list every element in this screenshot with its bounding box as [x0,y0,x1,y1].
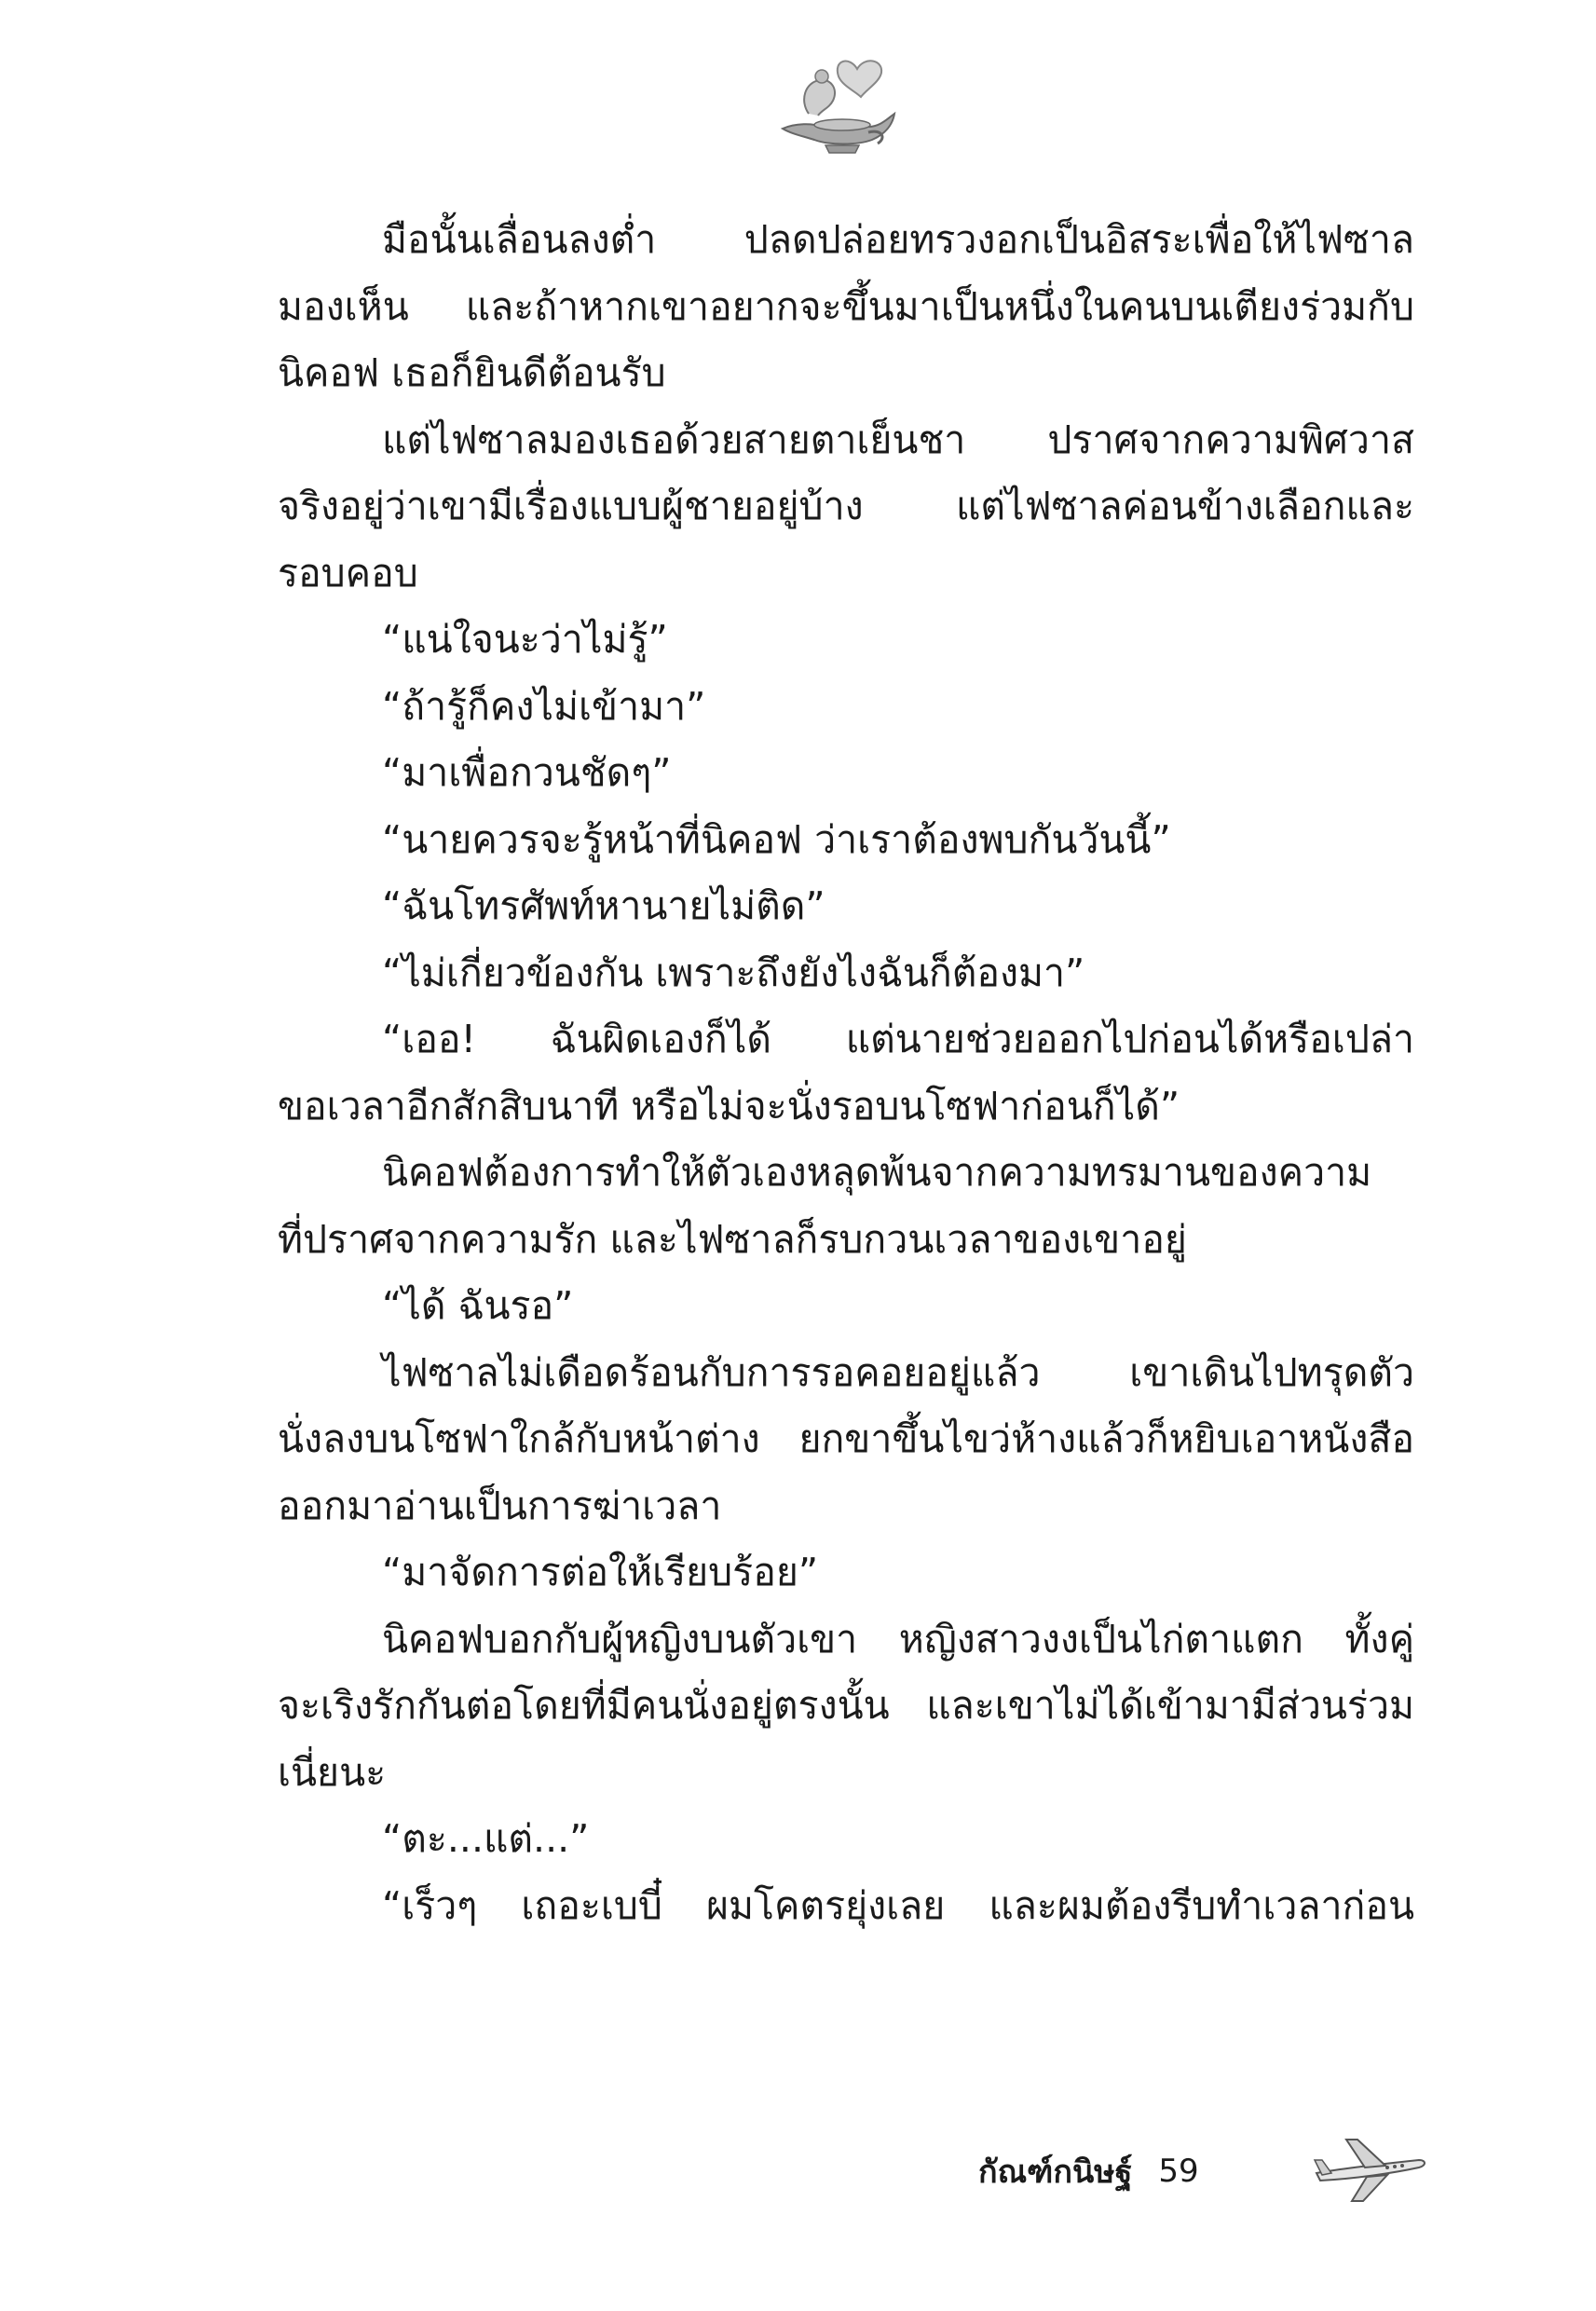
text-line: แต่ไฟซาลมองเธอด้วยสายตาเย็นชา ปราศจากความพิศวาส [382,417,1414,462]
genie-lamp-icon [764,48,904,160]
text-line: “เร็วๆ เถอะเบบี๋ ผมโคตรยุ่งเลย และผมต้องรีบทำเวลาก่อน [382,1882,1414,1928]
text-line: ไฟซาลไม่เดือดร้อนกับการรอคอยอยู่แล้ว เขาเดินไปทรุดตัว [382,1349,1414,1395]
text-line: “มาจัดการต่อให้เรียบร้อย” [382,1550,819,1594]
chapter-body [278,207,1414,1939]
text-line: รอบคอบ [278,550,418,595]
text-line: นิคอฟบอกกับผู้หญิงบนตัวเขา หญิงสาวงงเป็นไก่ตาแตก ทั้งคู่ [382,1616,1414,1661]
text-line: “ไม่เกี่ยวข้องกัน เพราะถึงยังไงฉันก็ต้องมา” [382,950,1085,995]
text-line: “ฉันโทรศัพท์หานายไม่ติด” [382,883,825,928]
text-line: “เออ! ฉันผิดเองก็ได้ แต่นายช่วยออกไปก่อนได้หรือเปล่า [382,1017,1414,1061]
text-line: “มาเพื่อกวนชัดๆ” [382,750,672,795]
text-line: มือนั้นเลื่อนลงต่ำ ปลดปล่อยทรวงอกเป็นอิสระเพื่อให้ไฟซาล [382,217,1414,262]
text-line: ออกมาอ่านเป็นการฆ่าเวลา [278,1483,722,1528]
text-line: ที่ปราศจากความรัก และไฟซาลก็รบกวนเวลาของเขาอยู่ [278,1216,1187,1262]
page-number: 59 [1158,2153,1199,2190]
text-line: นั่งลงบนโซฟาใกล้กับหน้าต่าง ยกขาขึ้นไขว่ห้างแล้วก็หยิบเอาหนังสือ [278,1416,1414,1461]
page-footer [978,2143,1199,2199]
text-line: “ถ้ารู้ก็คงไม่เข้ามา” [382,683,706,729]
text-line: “ได้ ฉันรอ” [382,1283,574,1328]
airplane-icon [1309,2132,1430,2207]
text-line: จะเริงรักกันต่อโดยที่มีคนนั่งอยู่ตรงนั้น และเขาไม่ได้เข้ามามีส่วนร่วม [278,1683,1414,1728]
text-line: เนี่ยนะ [278,1749,387,1795]
text-line: นิคอฟ เธอก็ยินดีต้อนรับ [278,350,666,395]
text-line: จริงอยู่ว่าเขามีเรื่องแบบผู้ชายอยู่บ้าง แต่ไฟซาลค่อนข้างเลือกและ [278,484,1414,528]
text-line: นิคอฟต้องการทำให้ตัวเองหลุดพ้นจากความทรมานของความ [382,1150,1372,1195]
text-line: “แน่ใจนะว่าไม่รู้” [382,617,668,662]
text-line: มองเห็น และถ้าหากเขาอยากจะขึ้นมาเป็นหนึ่งในคนบนเตียงร่วมกับ [278,283,1414,329]
text-line: ขอเวลาอีกสักสิบนาที หรือไม่จะนั่งรอบนโซฟาก่อนก็ได้” [278,1083,1180,1128]
author-name: กัณฑ์กนิษฐ์ [978,2154,1133,2191]
text-line: “นายควรจะรู้หน้าที่นิคอฟ ว่าเราต้องพบกันวันนี้” [382,816,1171,862]
text-line: “ตะ...แต่...” [382,1816,590,1861]
